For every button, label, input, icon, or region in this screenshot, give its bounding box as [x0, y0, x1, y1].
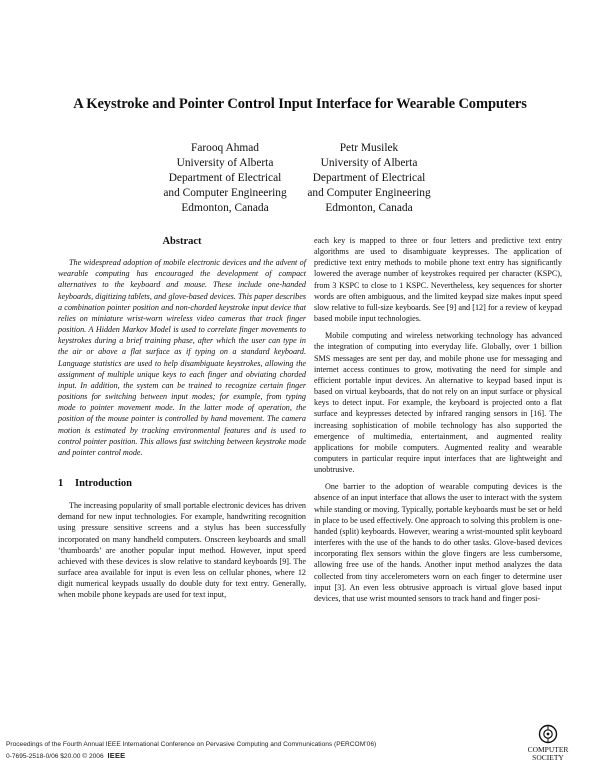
author-location: Edmonton, Canada: [325, 202, 413, 214]
ieee-logo-text: IEEE: [107, 750, 126, 760]
author-department: Department of Electrical: [312, 172, 426, 184]
page-footer: [6, 740, 376, 762]
section-number: 1: [58, 477, 64, 489]
body-paragraph: Mobile computing and wireless networking technology has advanced the integration of computing into everyday life. Globally, over 1 billion SMS messages are sent per day, and mobile phone use for messaging and internet access continues to grow, motivating the need for simple and efficient portable input devices. An alternative to keypad based input is based on virtual keyboards, that do not rely on an input surface or physical keys to detect input. For example, the keyboard is projected onto a flat surface and keypresses detected by infrared ranging sensors in [16]. The increasing sophistication of mobile technology has also supported the emergence of multimedia, entertainment, and augmented reality applications for mobile computers. Augmented reality and wearable computers in particular require input interfaces that are lightweight and unobtrusive.: [314, 331, 562, 475]
logo-line-2: SOCIETY: [532, 753, 564, 762]
proceedings-citation: Proceedings of the Fourth Annual IEEE International Conference on Pervasive Computing and Communications (PERCOM’06): [6, 741, 377, 748]
logo-line-1: COMPUTER: [527, 745, 569, 754]
abstract-text: The widespread adoption of mobile electronic devices and the advent of wearable computing has encouraged the development of compact alternatives to the keyboard and mouse. These include one-handed keyboards, digitizing tablets, and glove-based devices. This paper describes a combination pointer position and non-chorded keystroke input device that relies on miniature wrist-worn wireless video cameras that track finger position. A Hidden Markov Model is used to correlate finger movements to keystrokes during a brief training phase, after which the user can type in the air or above a flat surface as if typing on a standard keyboard. Language statistics are used to help disambiguate keystrokes, allowing the assignment of multiple unique keys to each finger and obviating chorded input. In addition, the system can be trained to recognize certain finger positions for switching between input modes; for example, from typing mode to pointer movement mode. In the latter mode of operation, the position of the mouse pointer is controlled by hand movement. The camera motion is estimated by tracking environmental features and is used to control pointer position. This allows fast switching between keystroke mode and pointer control mode.: [58, 258, 306, 457]
author-name: Petr Musilek: [339, 142, 399, 154]
author-affiliation: University of Alberta: [320, 157, 418, 169]
body-paragraph: each key is mapped to three or four letters and predictive text entry algorithms are used to disambiguate keypresses. The application of predictive text entry methods to mobile phone text entry has significantly lowered the average number of keystrokes required per character (KSPC), from 3 KSPC to close to 1 KSPC. Nevertheless, key sequences for shorter words are often ambiguous, and the limited keypad size makes input speed slow relative to full-size keyboards. See [9] and [12] for a review of keypad based mobile input technologies.: [314, 236, 562, 324]
isbn-line: [6, 751, 376, 763]
abstract-heading: Abstract: [162, 236, 202, 247]
section-heading-introduction: [58, 478, 306, 489]
left-column: [58, 236, 306, 607]
author-name: Farooq Ahmad: [190, 142, 260, 154]
author-department-cont: and Computer Engineering: [307, 187, 431, 199]
author-affiliation: University of Alberta: [176, 157, 274, 169]
right-column: [314, 235, 562, 610]
section-title: Introduction: [75, 477, 132, 489]
body-paragraph: One barrier to the adoption of wearable computing devices is the absence of an input interface that allows the user to interact with the system while standing or moving. Typically, portable keyboards must be set or held in place to be used effectively. One approach to solving this problem is one-handed (split) keyboards. However, wearing a wrist-mounted split keyboard interferes with the use of the hands to do other tasks. Glove-based devices incorporating flex sensors within the glove fingers are less cumbersome, allowing free use of the hands. Another input method analyzes the data collected from tiny accelerometers worn on each finger to determine user input [3]. An even less obtrusive approach is virtual glove based input devices, that use wrist mounted sensors to track hand and finger posi-: [314, 482, 562, 603]
author-block-musilek: [254, 141, 484, 216]
computer-society-seal-icon: [538, 724, 558, 744]
computer-society-logo: [518, 724, 578, 762]
author-location: Edmonton, Canada: [181, 202, 269, 214]
paper-title: A Keystroke and Pointer Control Input Interface for Wearable Computers: [73, 96, 527, 112]
author-department: Department of Electrical: [168, 172, 282, 184]
isbn-price: 0-7695-2518-0/06 $20.00 © 2006: [6, 752, 104, 760]
author-department-cont: and Computer Engineering: [163, 187, 287, 199]
body-paragraph: The increasing popularity of small portable electronic devices has driven demand for new input technologies. For example, handwriting recognition using pressure sensitive screens and a stylus has been successfully incorporated on many handheld computers. Onscreen keyboards and small ‘thumboards’ are another popular input method. However, input speed achieved with these devices is slow relative to standard keyboards [9]. The surface area available for input is even less on cellular phones, where 12 digit numerical keypads usually do double duty for text entry. Generally, when mobile phone keypads are used for text input,: [58, 501, 306, 600]
